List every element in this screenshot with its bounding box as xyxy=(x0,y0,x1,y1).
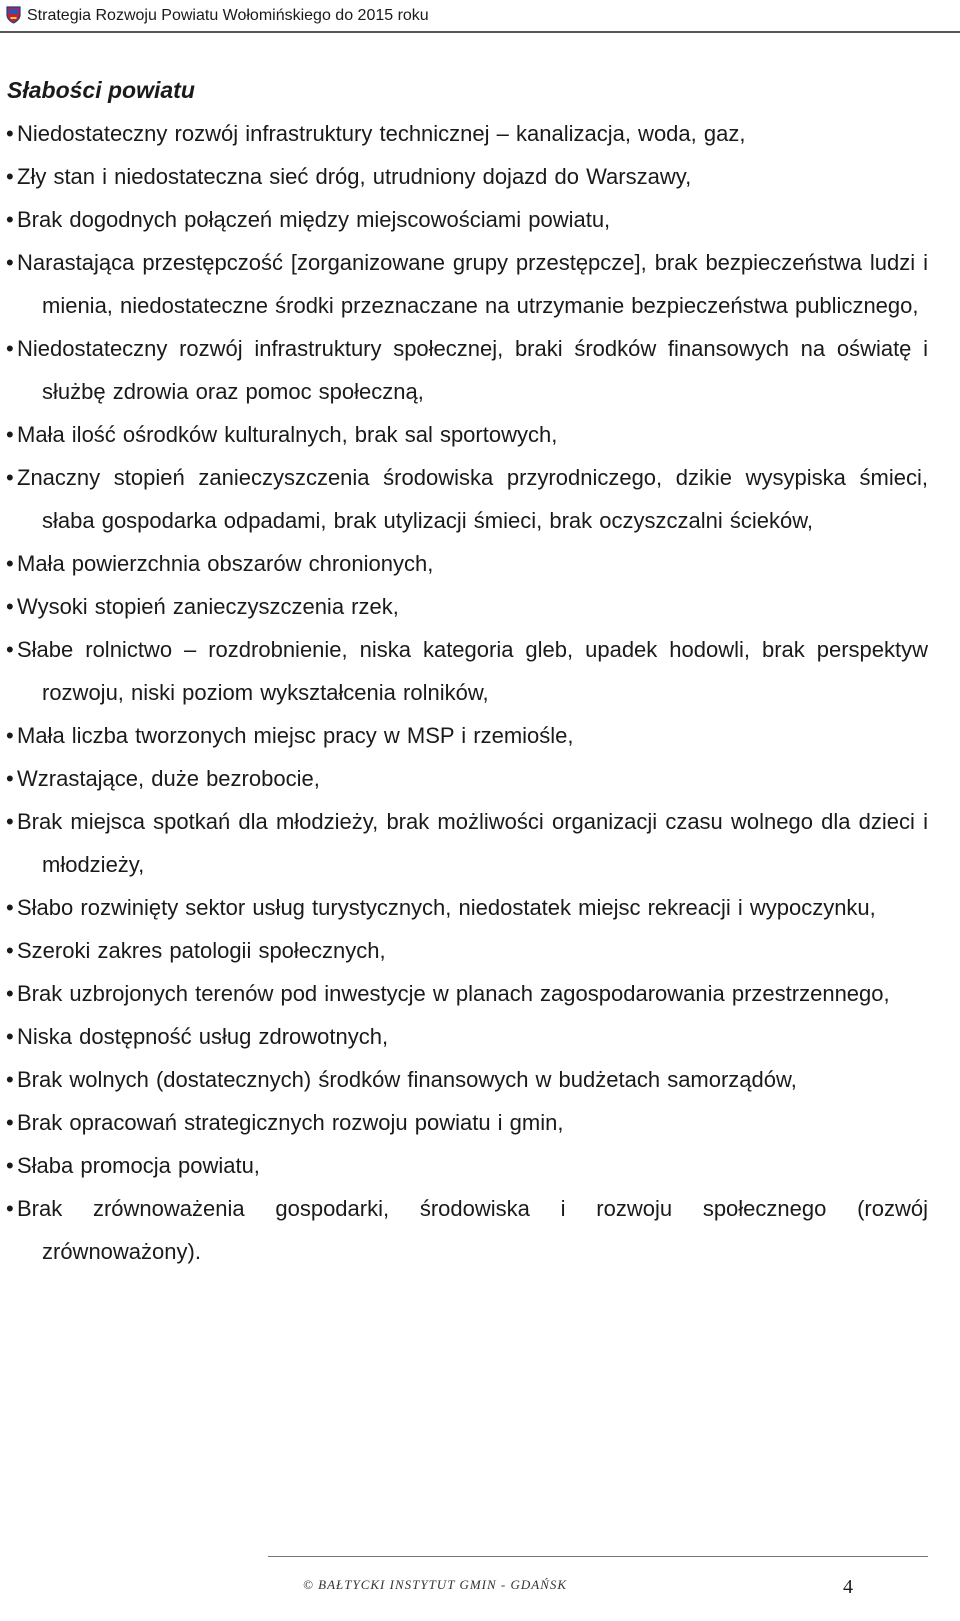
list-item xyxy=(0,800,928,886)
bullet-icon: • xyxy=(6,1067,14,1092)
coat-of-arms-icon xyxy=(6,6,21,24)
header-divider xyxy=(0,31,960,33)
bullet-icon: • xyxy=(6,551,14,576)
list-item-text: Szeroki zakres patologii społecznych, xyxy=(17,938,386,963)
page-number: 4 xyxy=(843,1576,853,1598)
list-item-text: Niska dostępność usług zdrowotnych, xyxy=(17,1024,389,1049)
bullet-icon: • xyxy=(6,1153,14,1178)
list-item xyxy=(0,1058,928,1101)
list-item xyxy=(0,327,928,413)
list-item xyxy=(0,1015,928,1058)
bullet-icon: • xyxy=(6,938,14,963)
list-item-text: Brak dogodnych połączeń między miejscowościami powiatu, xyxy=(17,207,611,232)
bullet-icon: • xyxy=(6,594,14,619)
list-item-text: Niedostateczny rozwój infrastruktury społecznej, braki środków finansowych na oświatę i służbę zdrowia oraz pomoc społeczną, xyxy=(17,336,928,404)
list-item-text: Narastająca przestępczość [zorganizowane grupy przestępcze], brak bezpieczeństwa ludzi i mienia, niedostateczne środki przeznaczane na utrzymanie bezpieczeństwa publicznego, xyxy=(17,250,928,318)
weakness-list xyxy=(0,112,960,1273)
list-item xyxy=(0,155,928,198)
list-item xyxy=(0,714,928,757)
bullet-icon: • xyxy=(6,895,14,920)
bullet-icon: • xyxy=(6,766,14,791)
list-item-text: Brak miejsca spotkań dla młodzieży, brak możliwości organizacji czasu wolnego dla dzieci i młodzieży, xyxy=(17,809,928,877)
list-item-text: Brak opracowań strategicznych rozwoju powiatu i gmin, xyxy=(17,1110,564,1135)
list-item xyxy=(0,542,928,585)
bullet-icon: • xyxy=(6,981,14,1006)
list-item xyxy=(0,1144,928,1187)
list-item-text: Brak uzbrojonych terenów pod inwestycje w planach zagospodarowania przestrzennego, xyxy=(17,981,890,1006)
list-item xyxy=(0,198,928,241)
list-item-text: Mała ilość ośrodków kulturalnych, brak sal sportowych, xyxy=(17,422,558,447)
list-item-text: Słabo rozwinięty sektor usług turystycznych, niedostatek miejsc rekreacji i wypoczynku, xyxy=(17,895,876,920)
page-header xyxy=(0,0,960,34)
list-item xyxy=(0,972,928,1015)
list-item-text: Wzrastające, duże bezrobocie, xyxy=(17,766,320,791)
list-item-text: Brak wolnych (dostatecznych) środków finansowych w budżetach samorządów, xyxy=(17,1067,797,1092)
list-item xyxy=(0,456,928,542)
bullet-icon: • xyxy=(6,1196,14,1221)
list-item-text: Mała powierzchnia obszarów chronionych, xyxy=(17,551,434,576)
list-item-text: Mała liczba tworzonych miejsc pracy w MSP i rzemiośle, xyxy=(17,723,574,748)
list-item xyxy=(0,585,928,628)
bullet-icon: • xyxy=(6,723,14,748)
list-item-text: Brak zrównoważenia gospodarki, środowiska i rozwoju społecznego (rozwój zrównoważony). xyxy=(17,1196,928,1264)
list-item-text: Słabe rolnictwo – rozdrobnienie, niska kategoria gleb, upadek hodowli, brak perspektyw rozwoju, niski poziom wykształcenia rolników, xyxy=(17,637,928,705)
bullet-icon: • xyxy=(6,207,14,232)
header-title: Strategia Rozwoju Powiatu Wołomińskiego do 2015 roku xyxy=(27,7,429,24)
bullet-icon: • xyxy=(6,422,14,447)
list-item-text: Zły stan i niedostateczna sieć dróg, utrudniony dojazd do Warszawy, xyxy=(17,164,692,189)
list-item xyxy=(0,241,928,327)
section-title: Słabości powiatu xyxy=(7,77,195,103)
bullet-icon: • xyxy=(6,1024,14,1049)
list-item xyxy=(0,112,928,155)
list-item-text: Słaba promocja powiatu, xyxy=(17,1153,260,1178)
bullet-icon: • xyxy=(6,164,14,189)
list-item-text: Wysoki stopień zanieczyszczenia rzek, xyxy=(17,594,399,619)
bullet-icon: • xyxy=(6,336,14,361)
bullet-icon: • xyxy=(6,809,14,834)
bullet-icon: • xyxy=(6,637,14,662)
list-item xyxy=(0,1187,928,1273)
list-item xyxy=(0,886,928,929)
list-item xyxy=(0,628,928,714)
bullet-icon: • xyxy=(6,250,14,275)
footer-text: © BAŁTYCKI INSTYTUT GMIN - GDAŃSK xyxy=(303,1577,568,1592)
footer-divider xyxy=(268,1556,928,1557)
list-item xyxy=(0,929,928,972)
bullet-icon: • xyxy=(6,465,14,490)
list-item xyxy=(0,413,928,456)
list-item xyxy=(0,1101,928,1144)
list-item xyxy=(0,757,928,800)
bullet-icon: • xyxy=(6,1110,14,1135)
list-item-text: Niedostateczny rozwój infrastruktury technicznej – kanalizacja, woda, gaz, xyxy=(17,121,746,146)
bullet-icon: • xyxy=(6,121,14,146)
list-item-text: Znaczny stopień zanieczyszczenia środowiska przyrodniczego, dzikie wysypiska śmieci, słaba gospodarka odpadami, brak utylizacji śmieci, brak oczyszczalni ścieków, xyxy=(17,465,928,533)
